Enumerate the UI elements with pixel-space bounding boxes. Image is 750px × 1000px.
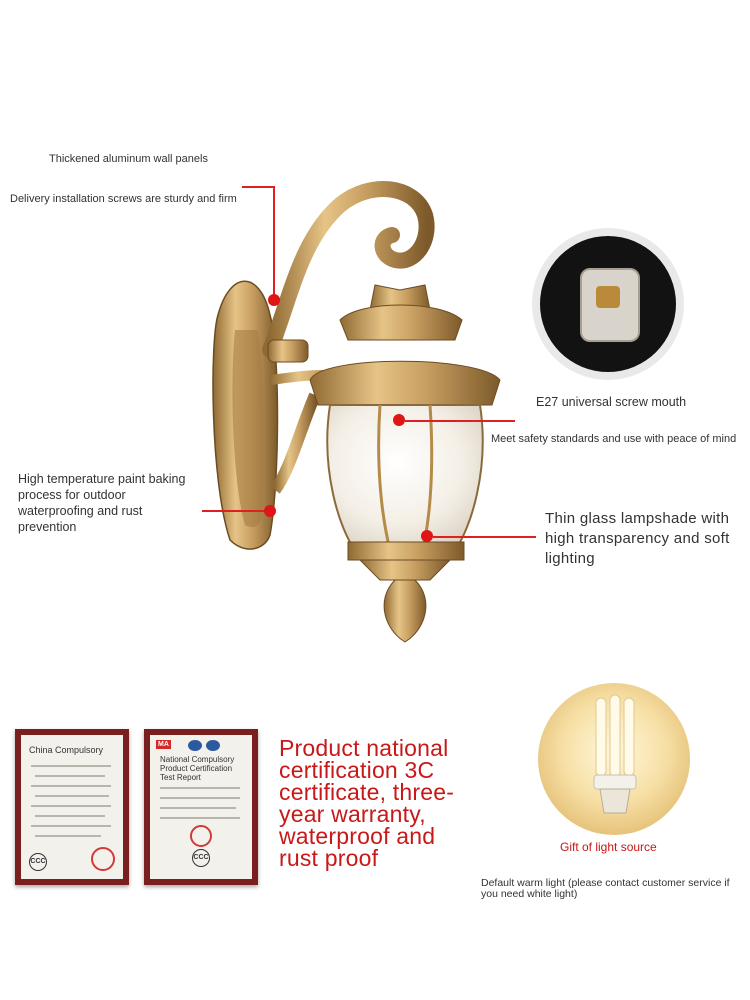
callout-glass-line <box>433 536 536 538</box>
certificate-ccc <box>15 729 129 885</box>
callout-safety-line <box>405 420 515 422</box>
ma-mark: MA <box>158 741 169 748</box>
callout-paint: High temperature paint baking process for outdoor waterproofing and rust prevention <box>18 472 186 534</box>
callout-wall-panels: Thickened aluminum wall panels <box>49 153 208 165</box>
callout-glass: Thin glass lampshade with high transparency and soft lighting <box>545 510 730 567</box>
callout-screw-mouth: E27 universal screw mouth <box>536 395 687 409</box>
red-seal-icon <box>91 847 115 871</box>
callout-screws: Delivery installation screws are sturdy and firm <box>10 193 237 205</box>
certificate-ccc-paper <box>21 735 123 879</box>
wall-lamp-image <box>200 180 510 650</box>
cert-line <box>35 835 101 837</box>
red-seal-icon <box>190 825 212 847</box>
cert-line <box>35 795 109 797</box>
cert-line <box>31 785 111 787</box>
bulb-image <box>538 683 690 835</box>
callout-glass-dot <box>421 530 433 542</box>
cert-line <box>160 787 240 789</box>
bulb-note: Default warm light (please contact customer service if you need white light) <box>481 877 730 900</box>
cnas-icon <box>188 740 202 751</box>
cert-line <box>160 807 236 809</box>
certificate-test-report-paper <box>150 735 252 879</box>
callout-screws-line-vertical <box>273 186 275 300</box>
socket-contact <box>596 286 620 308</box>
cert-line <box>160 797 240 799</box>
bulb-gift-label: Gift of light source <box>560 840 657 854</box>
callout-safety-dot <box>393 414 405 426</box>
certificate-test-report-heading: National Compulsory Product Certification Test Report <box>160 755 235 782</box>
certificate-ccc-heading: China Compulsory <box>29 745 104 755</box>
socket-closeup-image <box>532 228 684 380</box>
callout-screws-dot <box>268 294 280 306</box>
cert-line <box>31 825 111 827</box>
cert-line <box>31 765 111 767</box>
certification-headline: Product national certification 3C certificate, three-year warranty, waterproof and rust proof <box>279 735 455 871</box>
ccc-mark: CCC <box>192 849 210 867</box>
cert-line <box>35 775 105 777</box>
callout-safety: Meet safety standards and use with peace of mind <box>491 433 737 445</box>
ccc-mark: CCC <box>29 853 47 871</box>
callout-paint-line <box>202 510 268 512</box>
certificate-test-report <box>144 729 258 885</box>
cert-line <box>35 815 105 817</box>
cert-line <box>31 805 111 807</box>
ilac-icon <box>206 740 220 751</box>
callout-screws-line <box>242 186 274 188</box>
cert-line <box>160 817 240 819</box>
callout-paint-dot <box>264 505 276 517</box>
